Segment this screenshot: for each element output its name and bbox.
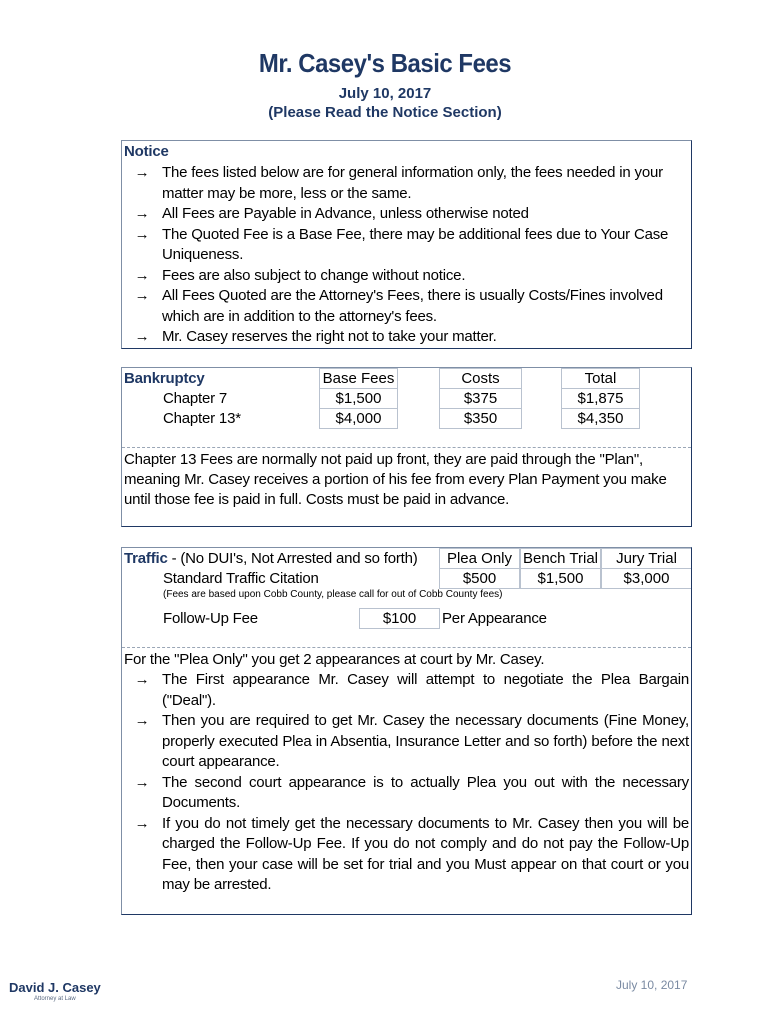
- notice-item-continuation: [122, 307, 691, 328]
- arrow-icon: →: [134, 205, 150, 222]
- divider: [122, 647, 691, 648]
- list-item: [122, 773, 691, 814]
- notice-item-text: The Quoted Fee is a Base Fee, there may be additional fees due to Your Case: [162, 225, 669, 243]
- notice-item-text: Uniqueness.: [162, 246, 244, 263]
- notice-heading: Notice: [124, 143, 169, 160]
- arrow-icon: →: [134, 225, 150, 243]
- chapter-13-note-line-3: until those fee is paid in full. Costs must be paid in advance.: [124, 491, 510, 508]
- chapter-13-label: Chapter 13*: [163, 410, 241, 427]
- notice-item-text: matter may be more, less or the same.: [162, 184, 412, 202]
- standard-citation-label: Standard Traffic Citation: [163, 570, 319, 587]
- divider: [122, 447, 691, 448]
- follow-up-fee-value: $100: [359, 608, 440, 629]
- plea-only-fee: $500: [439, 568, 520, 589]
- total-header: Total: [561, 368, 640, 389]
- notice-item-text: All Fees Quoted are the Attorney's Fees, there is usually Costs/Fines involved: [162, 287, 663, 304]
- arrow-icon: →: [134, 287, 150, 304]
- list-item: [122, 814, 691, 896]
- chapter-13-note-line-1: Chapter 13 Fees are normally not paid up front, they are paid through the "Plan",: [124, 451, 643, 468]
- notice-section: [121, 140, 692, 349]
- plea-step-text: Then you are required to get Mr. Casey the necessary documents (Fine Money, properly executed Plea in Absentia, Insurance Letter and so forth) before the next court appearance.: [162, 712, 689, 770]
- chapter-13-costs: $350: [439, 408, 522, 429]
- traffic-heading-detail: - (No DUI's, Not Arrested and so forth): [167, 550, 418, 567]
- plea-step-text: The second court appearance is to actually Plea you out with the necessary Documents.: [162, 773, 689, 811]
- base-fees-header: Base Fees: [319, 368, 398, 389]
- attorney-title: Attorney at Law: [34, 996, 76, 1002]
- arrow-icon: →: [134, 814, 150, 832]
- page-title: Mr. Casey's Basic Fees: [258, 48, 512, 78]
- arrow-icon: [122, 307, 162, 328]
- jury-trial-fee: $3,000: [601, 568, 691, 589]
- plea-only-intro: For the "Plea Only" you get 2 appearances at court by Mr. Casey.: [124, 651, 545, 668]
- arrow-icon: [122, 245, 162, 266]
- notice-item: [122, 266, 691, 287]
- bankruptcy-section: [121, 367, 692, 527]
- bench-trial-header: Bench Trial: [520, 548, 601, 569]
- costs-header: Costs: [439, 368, 522, 389]
- arrow-icon: →: [134, 773, 150, 791]
- traffic-heading: Traffic: [124, 550, 168, 567]
- notice-item: [122, 225, 691, 246]
- chapter-7-total: $1,875: [561, 388, 640, 409]
- notice-item-continuation: [122, 184, 691, 205]
- arrow-icon: →: [134, 671, 150, 688]
- list-item: [122, 670, 691, 711]
- plea-step-text: If you do not timely get the necessary documents to Mr. Casey then you will be charged the Follow-Up Fee. If you do not comply and do not pay the Follow-Up Fee, then your case will be set for trial and you Must appear on that court or you may be arrested.: [162, 814, 689, 893]
- jury-trial-header: Jury Trial: [601, 548, 691, 569]
- notice-list: [122, 163, 691, 348]
- plea-step-text: The First appearance Mr. Casey will attempt to negotiate the Plea Bargain ("Deal").: [162, 671, 689, 709]
- bench-trial-fee: $1,500: [520, 568, 601, 589]
- notice-item: [122, 204, 691, 225]
- notice-item-continuation: [122, 245, 691, 266]
- follow-up-fee-unit: Per Appearance: [442, 610, 547, 627]
- notice-reminder: (Please Read the Notice Section): [268, 104, 502, 121]
- chapter-13-base-fee: $4,000: [319, 408, 398, 429]
- arrow-icon: [122, 184, 162, 205]
- attorney-name: David J. Casey: [9, 980, 101, 995]
- chapter-13-total: $4,350: [561, 408, 640, 429]
- chapter-7-costs: $375: [439, 388, 522, 409]
- notice-item-text: which are in addition to the attorney's fees.: [162, 307, 437, 325]
- follow-up-fee-label: Follow-Up Fee: [163, 610, 258, 627]
- notice-item-text: All Fees are Payable in Advance, unless otherwise noted: [162, 205, 529, 222]
- notice-item-text: Mr. Casey reserves the right not to take your matter.: [162, 328, 497, 345]
- traffic-heading-line: [124, 549, 418, 570]
- arrow-icon: →: [134, 712, 150, 729]
- notice-item: [122, 163, 691, 184]
- plea-only-header: Plea Only: [439, 548, 520, 569]
- notice-item: [122, 327, 691, 348]
- notice-item-text: Fees are also subject to change without notice.: [162, 266, 466, 284]
- footer-date: July 10, 2017: [616, 978, 688, 992]
- chapter-7-base-fee: $1,500: [319, 388, 398, 409]
- notice-item-text: The fees listed below are for general information only, the fees needed in your: [162, 164, 663, 181]
- bankruptcy-heading: Bankruptcy: [124, 370, 205, 387]
- plea-steps-list: [122, 670, 691, 896]
- notice-item: [122, 286, 691, 307]
- arrow-icon: →: [134, 266, 150, 284]
- arrow-icon: →: [134, 328, 150, 345]
- arrow-icon: →: [134, 164, 150, 181]
- list-item: [122, 711, 691, 773]
- chapter-7-label: Chapter 7: [163, 390, 228, 407]
- document-date: July 10, 2017: [338, 85, 432, 102]
- traffic-section: [121, 547, 692, 915]
- fee-fine-print: (Fees are based upon Cobb County, please call for out of Cobb County fees): [163, 589, 503, 600]
- chapter-13-note-line-2: meaning Mr. Casey receives a portion of his fee from every Plan Payment you make: [124, 471, 667, 488]
